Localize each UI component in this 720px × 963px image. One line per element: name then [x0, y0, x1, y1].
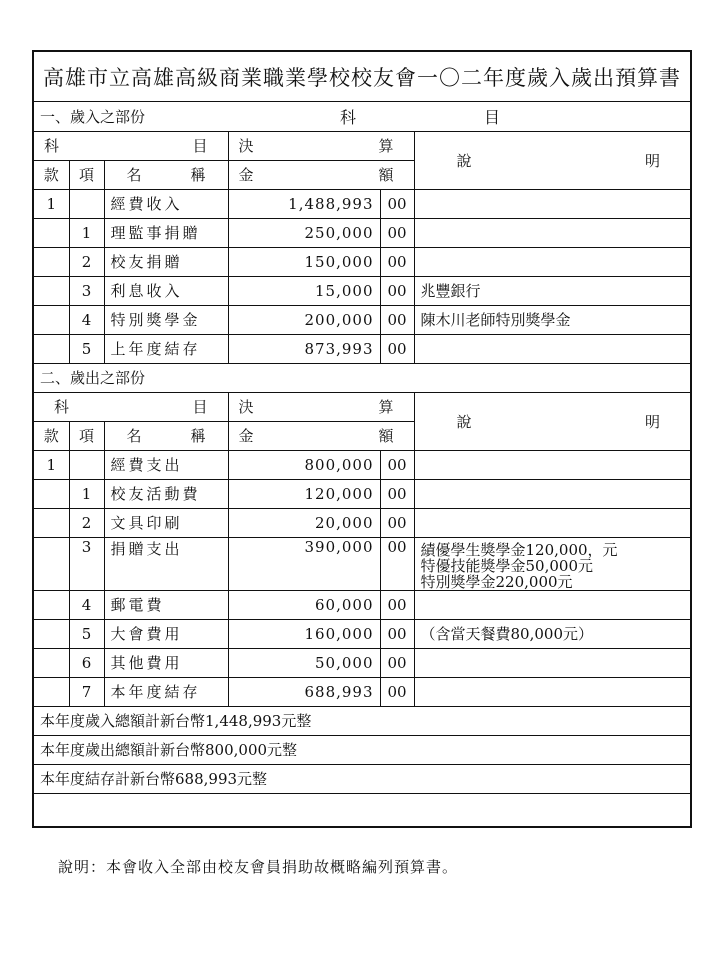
table-row: 2 文具印刷 20,000 00 [34, 508, 690, 537]
budget-document [32, 50, 692, 828]
donation-note: 績優學生獎學金120,000，元 特優技能獎學金50,000元 特別獎學金220,000元 [414, 537, 690, 590]
budget-table [34, 102, 690, 794]
income-section-header [34, 102, 690, 131]
table-row: 7 本年度結存 688,993 00 [34, 677, 690, 706]
table-row: 1 經費支出 800,000 00 [34, 450, 690, 479]
table-row: 1 理監事捐贈 250,000 00 [34, 218, 690, 247]
table-row: 3 利息收入 15,000 00 兆豐銀行 [34, 276, 690, 305]
table-row: 6 其他費用 50,000 00 [34, 648, 690, 677]
footer-note: 說明：本會收入全部由校友會員捐助故概略編列預算書。 [58, 858, 459, 876]
table-row: 1 校友活動費 120,000 00 [34, 479, 690, 508]
table-row: 2 校友捐贈 150,000 00 [34, 247, 690, 276]
summary-balance: 本年度結存計新台幣688,993元整 [34, 764, 690, 793]
table-row: 1 經費收入 1,488,993 00 [34, 189, 690, 218]
expense-header-row-1: 科 目 決 算 說 明 [34, 392, 690, 421]
table-row: 5 大會費用 160,000 00 （含當天餐費80,000元） [34, 619, 690, 648]
expense-header-row-2: 款 項 名 稱 金 額 [34, 421, 690, 450]
table-row: 5 上年度結存 873,993 00 [34, 334, 690, 363]
table-row: 3 捐贈支出 390,000 00 績優學生獎學金120,000，元 特優技能獎學金50,000元 特別獎學金220,000元 [34, 537, 690, 590]
expense-section-title: 二、歲出之部份 [34, 363, 690, 392]
income-header-row-2: 款 項 名 稱 金 額 [34, 160, 690, 189]
summary-expense-total: 本年度歲出總額計新台幣800,000元整 [34, 735, 690, 764]
subject-heading: 科 目 [340, 107, 501, 127]
income-section-title: 一、歲入之部份 [34, 102, 228, 131]
document-title: 高雄市立高雄高級商業職業學校校友會一〇二年度歲入歲出預算書 [34, 52, 690, 102]
table-row: 4 特別獎學金 200,000 00 陳木川老師特別獎學金 [34, 305, 690, 334]
summary-income-total: 本年度歲入總額計新台幣1,448,993元整 [34, 706, 690, 735]
note-header: 說 明 [414, 392, 690, 450]
expense-section-header [34, 363, 690, 392]
income-header-row-1: 科 目 決 算 說 明 [34, 131, 690, 160]
table-row: 4 郵電費 60,000 00 [34, 590, 690, 619]
note-header: 說 明 [414, 131, 690, 189]
